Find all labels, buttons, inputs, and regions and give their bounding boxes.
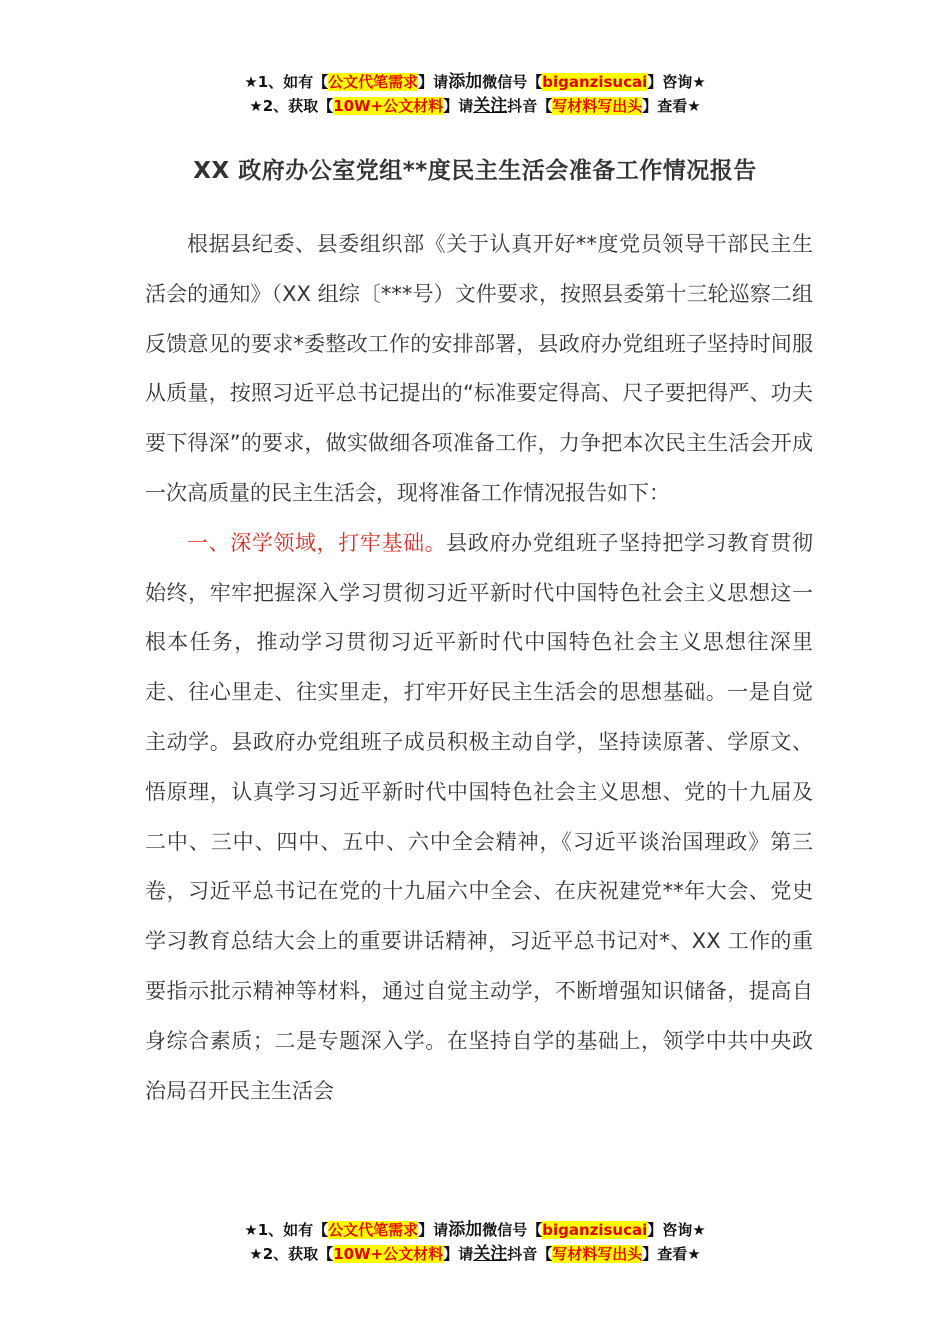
ad-emphasis: 添加 [448, 72, 483, 92]
ad-highlight: 公文代笔需求 [328, 1221, 419, 1239]
ad-wechat-id: biganzisucai [542, 1221, 648, 1239]
ad-text: 】请 [418, 73, 449, 91]
ad-text: ★2、获取【 [249, 1245, 334, 1263]
ad-banner-top [0, 70, 950, 118]
ad-douyin-id: 写材料写出头 [552, 97, 643, 115]
ad-emphasis: 关注 [473, 96, 508, 116]
ad-text: 抖音【 [507, 97, 553, 115]
ad-text: ★1、如有【 [244, 1221, 329, 1239]
ad-highlight: 公文代笔需求 [328, 73, 419, 91]
intro-paragraph: 根据县纪委、县委组织部《关于认真开好**度党员领导干部民主生活会的通知》（XX 组综〔***号）文件要求，按照县委第十三轮巡察二组反馈意见的要求*委整改工作的安排部署，县政府办党组班子坚持时间服从质量，按照习近平总书记提出的“标准要定得高、尺子要把得严、功夫要下得深”的要求，做实做细各项准备工作，力争把本次民主生活会开成一次高质量的民主生活会，现将准备工作情况报告如下： [145, 232, 813, 505]
ad-text: 】咨询★ [647, 73, 706, 91]
ad-highlight: 10W+公文材料 [333, 1245, 444, 1263]
section-1-paragraph [145, 519, 813, 1117]
ad-line-2 [0, 1242, 950, 1266]
document-body [145, 220, 813, 1116]
ad-wechat-id: biganzisucai [542, 73, 648, 91]
ad-text: 】咨询★ [647, 1221, 706, 1239]
ad-highlight: 10W+公文材料 [333, 97, 444, 115]
ad-text: ★1、如有【 [244, 73, 329, 91]
ad-line-1 [0, 1218, 950, 1242]
ad-emphasis: 关注 [473, 1244, 508, 1264]
ad-text: 】请 [418, 1221, 449, 1239]
ad-line-2 [0, 94, 950, 118]
ad-text: 】查看★ [642, 97, 701, 115]
ad-banner-bottom [0, 1218, 950, 1266]
ad-text: 】请 [443, 97, 474, 115]
ad-line-1 [0, 70, 950, 94]
ad-text: 】查看★ [642, 1245, 701, 1263]
ad-text: ★2、获取【 [249, 97, 334, 115]
ad-text: 抖音【 [507, 1245, 553, 1263]
document-title: XX 政府办公室党组**度民主生活会准备工作情况报告 [193, 158, 757, 184]
ad-text: 】请 [443, 1245, 474, 1263]
ad-douyin-id: 写材料写出头 [552, 1245, 643, 1263]
ad-text: 微信号【 [482, 1221, 543, 1239]
section-1-text: 县政府办党组班子坚持把学习教育贯彻始终，牢牢把握深入学习贯彻习近平新时代中国特色社会主义思想这一根本任务，推动学习贯彻习近平新时代中国特色社会主义思想往深里走、往心里走、往实里走，打牢开好民主生活会的思想基础。一是自觉主动学。县政府办党组班子成员积极主动自学，坚持读原著、学原文、悟原理，认真学习习近平新时代中国特色社会主义思想、党的十九届及二中、三中、四中、五中、六中全会精神，《习近平谈治国理政》第三卷，习近平总书记在党的十九届六中全会、在庆祝建党**年大会、党史学习教育总结大会上的重要讲话精神，习近平总书记对*、XX 工作的重要指示批示精神等材料，通过自觉主动学，不断增强知识储备，提高自身综合素质；二是专题深入学。在坚持自学的基础上，领学中共中央政治局召开民主生活会 [145, 530, 814, 1103]
section-1-heading: 一、深学领域，打牢基础。 [187, 530, 447, 555]
ad-text: 微信号【 [482, 73, 543, 91]
ad-emphasis: 添加 [448, 1220, 483, 1240]
